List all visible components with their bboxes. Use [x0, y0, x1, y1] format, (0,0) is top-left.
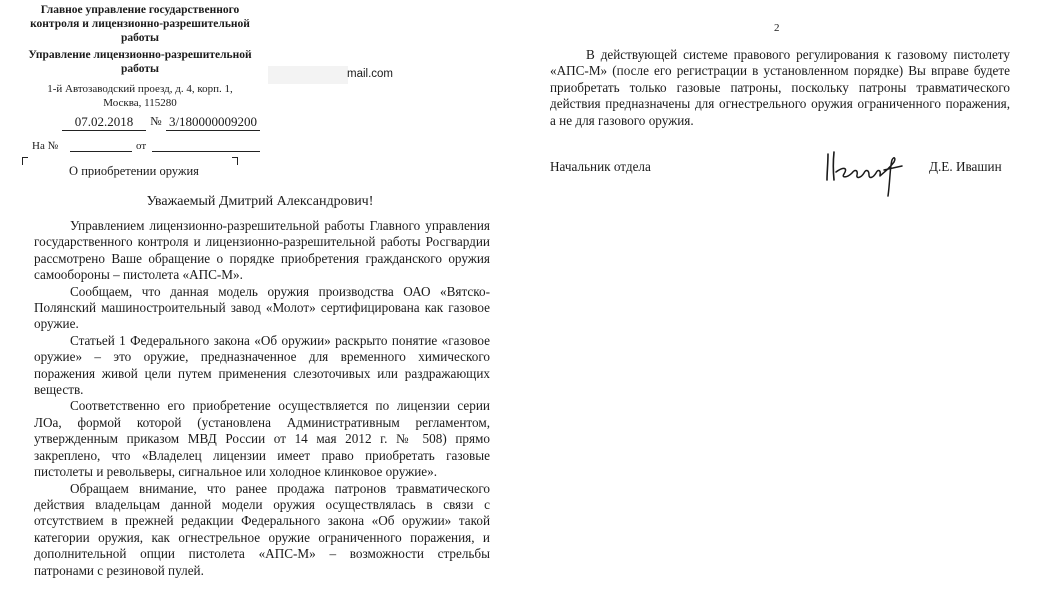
page-number: 2: [774, 22, 780, 34]
body-paragraph: Управлением лицензионно-разрешительной работы Главного управления государственного контроля и лицензионно-разрешительной работы Росгвардии рассмотрено Ваше обращение о порядке приобретения гражданского оружия самообороны – пистолета «АПС-М».: [34, 218, 490, 283]
redacted-area: [268, 66, 348, 84]
postal-address: [22, 82, 258, 110]
letter-page-1: [0, 0, 520, 610]
body-paragraph: Сообщаем, что данная модель оружия производства ОАО «Вятско-Полянский машиностроительный завод «Молот» сертифицирована как газовое оружие.: [34, 283, 490, 332]
body-paragraph: Соответственно его приобретение осуществляется по лицензии серии ЛОа, формой которой (установлена Административным регламентом, утвержденным приказом МВД России от 14 мая 2012 г. № 508) прямо закреплено, что «Владелец лицензии имеет право приобретать газовые пистолеты и револьверы, сигнальное или холодное клинковое оружие».: [34, 398, 490, 480]
signatory-role: Начальник отдела: [550, 159, 651, 174]
page-2-body: [550, 47, 1010, 129]
number-sign: №: [150, 114, 162, 128]
letter-subject: О приобретении оружия: [69, 164, 199, 178]
reference-number-blank: [70, 151, 132, 152]
letter-page-2: [520, 0, 1046, 610]
registration-number: 3/180000009200: [166, 114, 260, 131]
address-line-1: 1-й Автозаводский проезд, д. 4, корп. 1,: [47, 83, 233, 95]
handwritten-signature: [822, 142, 914, 198]
reference-from-label: от: [136, 140, 147, 152]
signatory-name: Д.Е. Ивашин: [929, 159, 1002, 174]
registration-date: 07.02.2018: [62, 114, 146, 131]
address-line-2: Москва, 115280: [103, 97, 177, 109]
body-paragraph: В действующей системе правового регулирования к газовому пистолету «АПС-М» (после его регистрации в установленном порядке) Вы вправе будете приобретать только газовые патроны, поскольку патроны травматического действия предназначены для огнестрельного оружия ограниченного поражения, а не для газового оружия.: [550, 47, 1010, 128]
department-header: Управление лицензионно-разрешительной работы: [28, 49, 252, 75]
email-address: mail.com: [347, 68, 394, 80]
letter-body: [34, 218, 490, 579]
organization-header: Главное управление государственного контроля и лицензионно-разрешительной работы: [30, 4, 250, 44]
reference-date-blank: [152, 151, 260, 152]
body-paragraph: Статьей 1 Федерального закона «Об оружии» раскрыто понятие «газовое оружие» – это оружие, предназначенное для временного химического поражения живой цели путем применения слезоточивых или раздражающих веществ.: [34, 332, 490, 398]
salutation: Уважаемый Дмитрий Александрович!: [146, 194, 374, 209]
body-paragraph: Обращаем внимание, что ранее продажа патронов травматического действия владельцам данной модели оружия осуществлялась в связи с отсутствием в прежней редакции Федерального закона «Об оружии» такой категории оружия, как огнестрельное оружие ограниченного поражения, и дополнительной опции пистолета «АПС-М» – возможности стрельбы патронами с резиновой пулей.: [34, 480, 490, 578]
registration-line: [24, 114, 260, 134]
reference-label: На №: [32, 140, 59, 152]
reference-line: [24, 140, 260, 156]
